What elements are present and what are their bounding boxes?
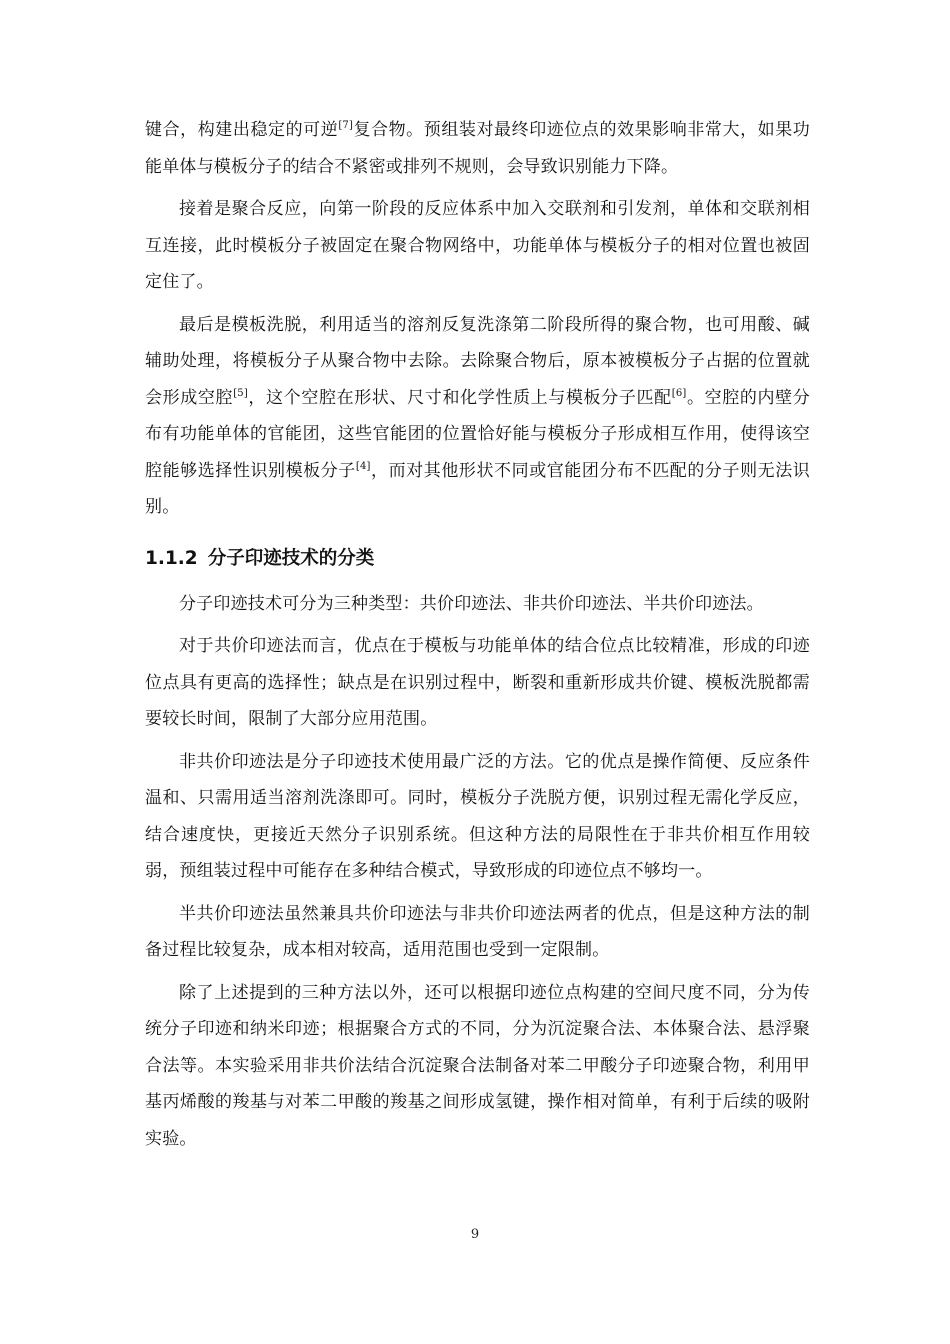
document-page [145,112,810,1163]
paragraph-polymerization: 接着是聚合反应，向第一阶段的反应体系中加入交联剂和引发剂，单体和交联剂相互连接，此时模板分子被固定在聚合物网络中，功能单体与模板分子的相对位置也被固定住了。 [145,199,810,292]
paragraph-template-elution: 最后是模板洗脱，利用适当的溶剂反复洗涤第二阶段所得的聚合物，也可用酸、碱辅助处理，将模板分子从聚合物中去除。去除聚合物后，原本被模板分子占据的位置就会形成空腔[5]，这个空腔在形状、尺寸和化学性质上与模板分子匹配[6]。空腔的内壁分布有功能单体的官能团，这些官能团的位置恰好能与模板分子形成相互作用，使得该空腔能够选择性识别模板分子[4]，而对其他形状不同或官能团分布不匹配的分子则无法识别。 [145,314,810,517]
paragraph-semi-covalent: 半共价印迹法虽然兼具共价印迹法与非共价印迹法两者的优点，但是这种方法的制备过程比较复杂，成本相对较高，适用范围也受到一定限制。 [145,903,810,960]
section-number: 1.1.2 [145,547,198,569]
citation-4: [4] [355,460,371,472]
paragraph-preassembly-end: 键合，构建出稳定的可逆[7]复合物。预组装对最终印迹位点的效果影响非常大，如果功能单体与模板分子的结合不紧密或排列不规则，会导致识别能力下降。 [145,120,810,177]
section-heading [145,544,810,574]
citation-6: [6] [671,387,687,399]
citation-5: [5] [233,387,248,399]
paragraph-non-covalent: 非共价印迹法是分子印迹技术使用最广泛的方法。它的优点是操作简便、反应条件温和、只需用适当溶剂洗涤即可。同时，模板分子洗脱方便，识别过程无需化学反应，结合速度快，更接近天然分子识别系统。但这种方法的局限性在于非共价相互作用较弱，预组装过程中可能存在多种结合模式，导致形成的印迹位点不够均一。 [145,751,810,881]
section-title: 分子印迹技术的分类 [207,547,375,569]
citation-7: [7] [338,120,354,131]
paragraph-other-methods: 除了上述提到的三种方法以外，还可以根据印迹位点构建的空间尺度不同，分为传统分子印迹和纳米印迹；根据聚合方式的不同，分为沉淀聚合法、本体聚合法、悬浮聚合法等。本实验采用非共价法结合沉淀聚合法制备对苯二甲酸分子印迹聚合物，利用甲基丙烯酸的羧基与对苯二甲酸的羧基之间形成氢键，操作相对简单，有利于后续的吸附实验。 [145,982,810,1149]
page-number: 9 [470,1227,480,1242]
paragraph-covalent: 对于共价印迹法而言，优点在于模板与功能单体的结合位点比较精准，形成的印迹位点具有更高的选择性；缺点是在识别过程中，断裂和重新形成共价键、模板洗脱都需要较长时间，限制了大部分应用范围。 [145,636,810,729]
paragraph-three-types: 分子印迹技术可分为三种类型：共价印迹法、非共价印迹法、半共价印迹法。 [179,593,764,614]
